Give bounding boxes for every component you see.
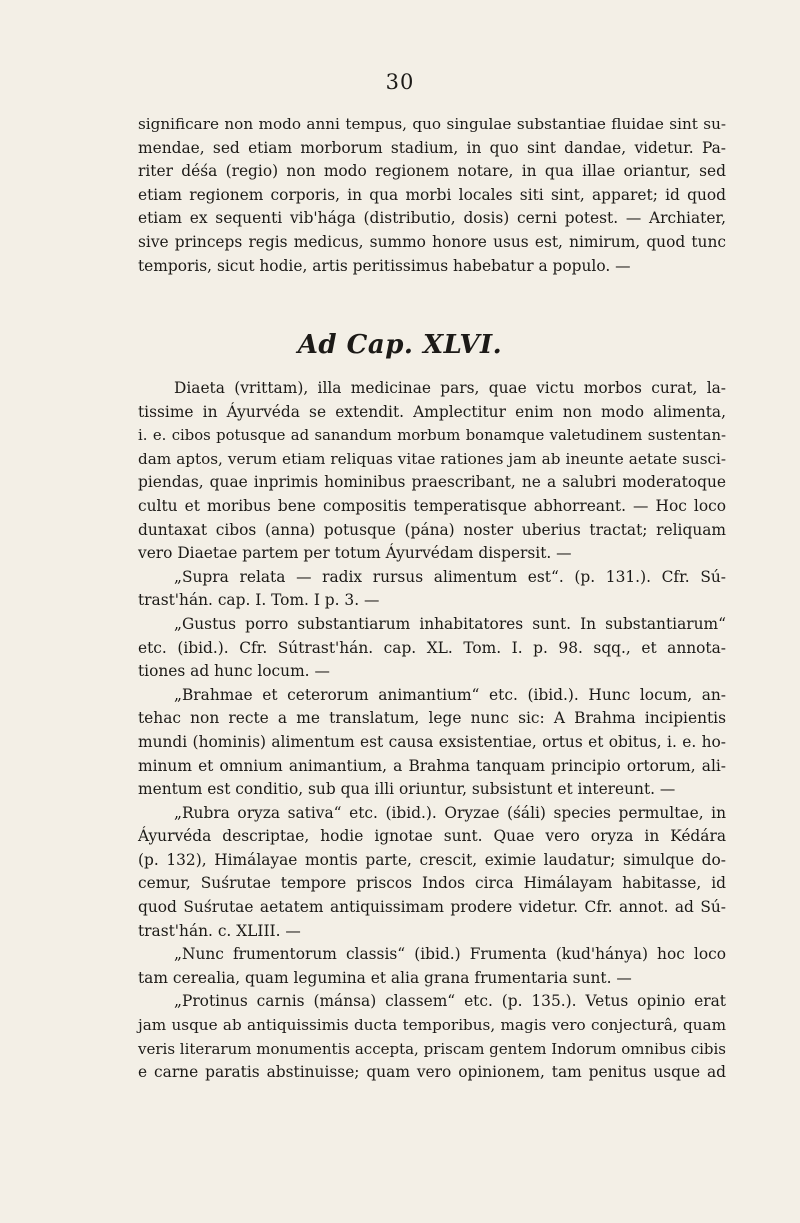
text-line: minum et omnium animantium, a Brahma tanquam principio ortorum, ali- <box>138 756 726 775</box>
text-line: Diaeta (vrittam), illa medicinae pars, quae victu morbos curat, la- <box>174 379 726 397</box>
text-line: mendae, sed etiam morborum stadium, in quo sint dandae, videtur. Pa- <box>138 138 726 157</box>
text-line: trast'hán. cap. I. Tom. I p. 3. — <box>138 591 380 610</box>
text-line: tehac non recte a me translatum, lege nunc sic: A Brahma incipientis <box>138 709 726 728</box>
text-line: „Nunc frumentorum classis“ (ibid.) Frumenta (kud'hánya) hoc loco <box>174 945 726 964</box>
text-line: dam aptos, verum etiam reliquas vitae rationes jam ab ineunte aetate susci- <box>138 449 726 468</box>
text-line: sive princeps regis medicus, summo honore usus est, nimirum, quod tunc <box>138 232 726 251</box>
text-line: duntaxat cibos (anna) potusque (pána) noster uberius tractat; reliquam <box>138 520 726 539</box>
text-line: „Rubra oryza sativa“ etc. (ibid.). Oryzae (śáli) species permultae, in <box>174 803 726 822</box>
text-line: tam cerealia, quam legumina et alia grana frumentaria sunt. — <box>138 968 632 987</box>
text-line: Áyurvéda descriptae, hodie ignotae sunt. Quae vero oryza in Kédára <box>138 827 726 846</box>
text-line: quod Suśrutae aetatem antiquissimam prodere videtur. Cfr. annot. ad Sú- <box>138 898 726 917</box>
text-line: temporis, sicut hodie, artis peritissimus habebatur a populo. — <box>138 256 631 275</box>
section-heading: Ad Cap. XLVI. <box>297 330 503 360</box>
text-line: veris literarum monumentis accepta, priscam gentem Indorum omnibus cibis <box>138 1039 726 1058</box>
text-line: tiones ad hunc locum. — <box>138 662 330 681</box>
text-line: trast'hán. c. XLIII. — <box>138 921 301 940</box>
section-body <box>138 377 726 1085</box>
text-line: (p. 132), Himálayae montis parte, crescit, eximie laudatur; simulque do- <box>138 850 726 869</box>
text-line: „Protinus carnis (mánsa) classem“ etc. (p. 135.). Vetus opinio erat <box>174 992 726 1011</box>
text-line: mundi (hominis) alimentum est causa exsistentiae, ortus et obitus, i. e. ho- <box>138 732 726 751</box>
text-line: jam usque ab antiquissimis ducta temporibus, magis vero conjecturâ, quam <box>138 1016 726 1035</box>
text-line: „Supra relata — radix rursus alimentum est“. (p. 131.). Cfr. Sú- <box>174 567 726 586</box>
text-line: piendas, quae inprimis hominibus praescribant, ne a salubri moderatoque <box>138 473 726 492</box>
text-line: mentum est conditio, sub qua illi oriuntur, subsistunt et intereunt. — <box>138 780 676 799</box>
text-line: „Brahmae et ceterorum animantium“ etc. (ibid.). Hunc locum, an- <box>174 685 726 704</box>
text-line: etiam regionem corporis, in qua morbi locales siti sint, apparet; id quod <box>138 185 726 204</box>
page-number: 30 <box>385 70 415 94</box>
text-line: e carne paratis abstinuisse; quam vero opinionem, tam penitus usque ad <box>138 1063 726 1082</box>
text-line: significare non modo anni tempus, quo singulae substantiae fluidae sint su- <box>138 115 726 133</box>
text-line: etc. (ibid.). Cfr. Sútrast'hán. cap. XL. Tom. I. p. 98. sqq., et annota- <box>138 638 726 657</box>
text-line: cemur, Suśrutae tempore priscos Indos circa Himálayam habitasse, id <box>138 874 726 893</box>
text-line: cultu et moribus bene compositis temperatisque abhorreant. — Hoc loco <box>138 496 726 515</box>
text-line: etiam ex sequenti vib'hága (distributio, dosis) cerni potest. — Archiater, <box>138 209 726 228</box>
text-line: tissime in Áyurvéda se extendit. Amplectitur enim non modo alimenta, <box>138 402 726 421</box>
text-line: riter déśa (regio) non modo regionem notare, in qua illae oriantur, sed <box>138 162 726 181</box>
text-line: i. e. cibos potusque ad sanandum morbum bonamque valetudinem sustentan- <box>138 427 726 445</box>
text-line: vero Diaetae partem per totum Áyurvédam dispersit. — <box>138 544 572 563</box>
text-line: „Gustus porro substantiarum inhabitatores sunt. In substantiarum“ <box>174 614 726 633</box>
intro-paragraph <box>138 113 726 278</box>
